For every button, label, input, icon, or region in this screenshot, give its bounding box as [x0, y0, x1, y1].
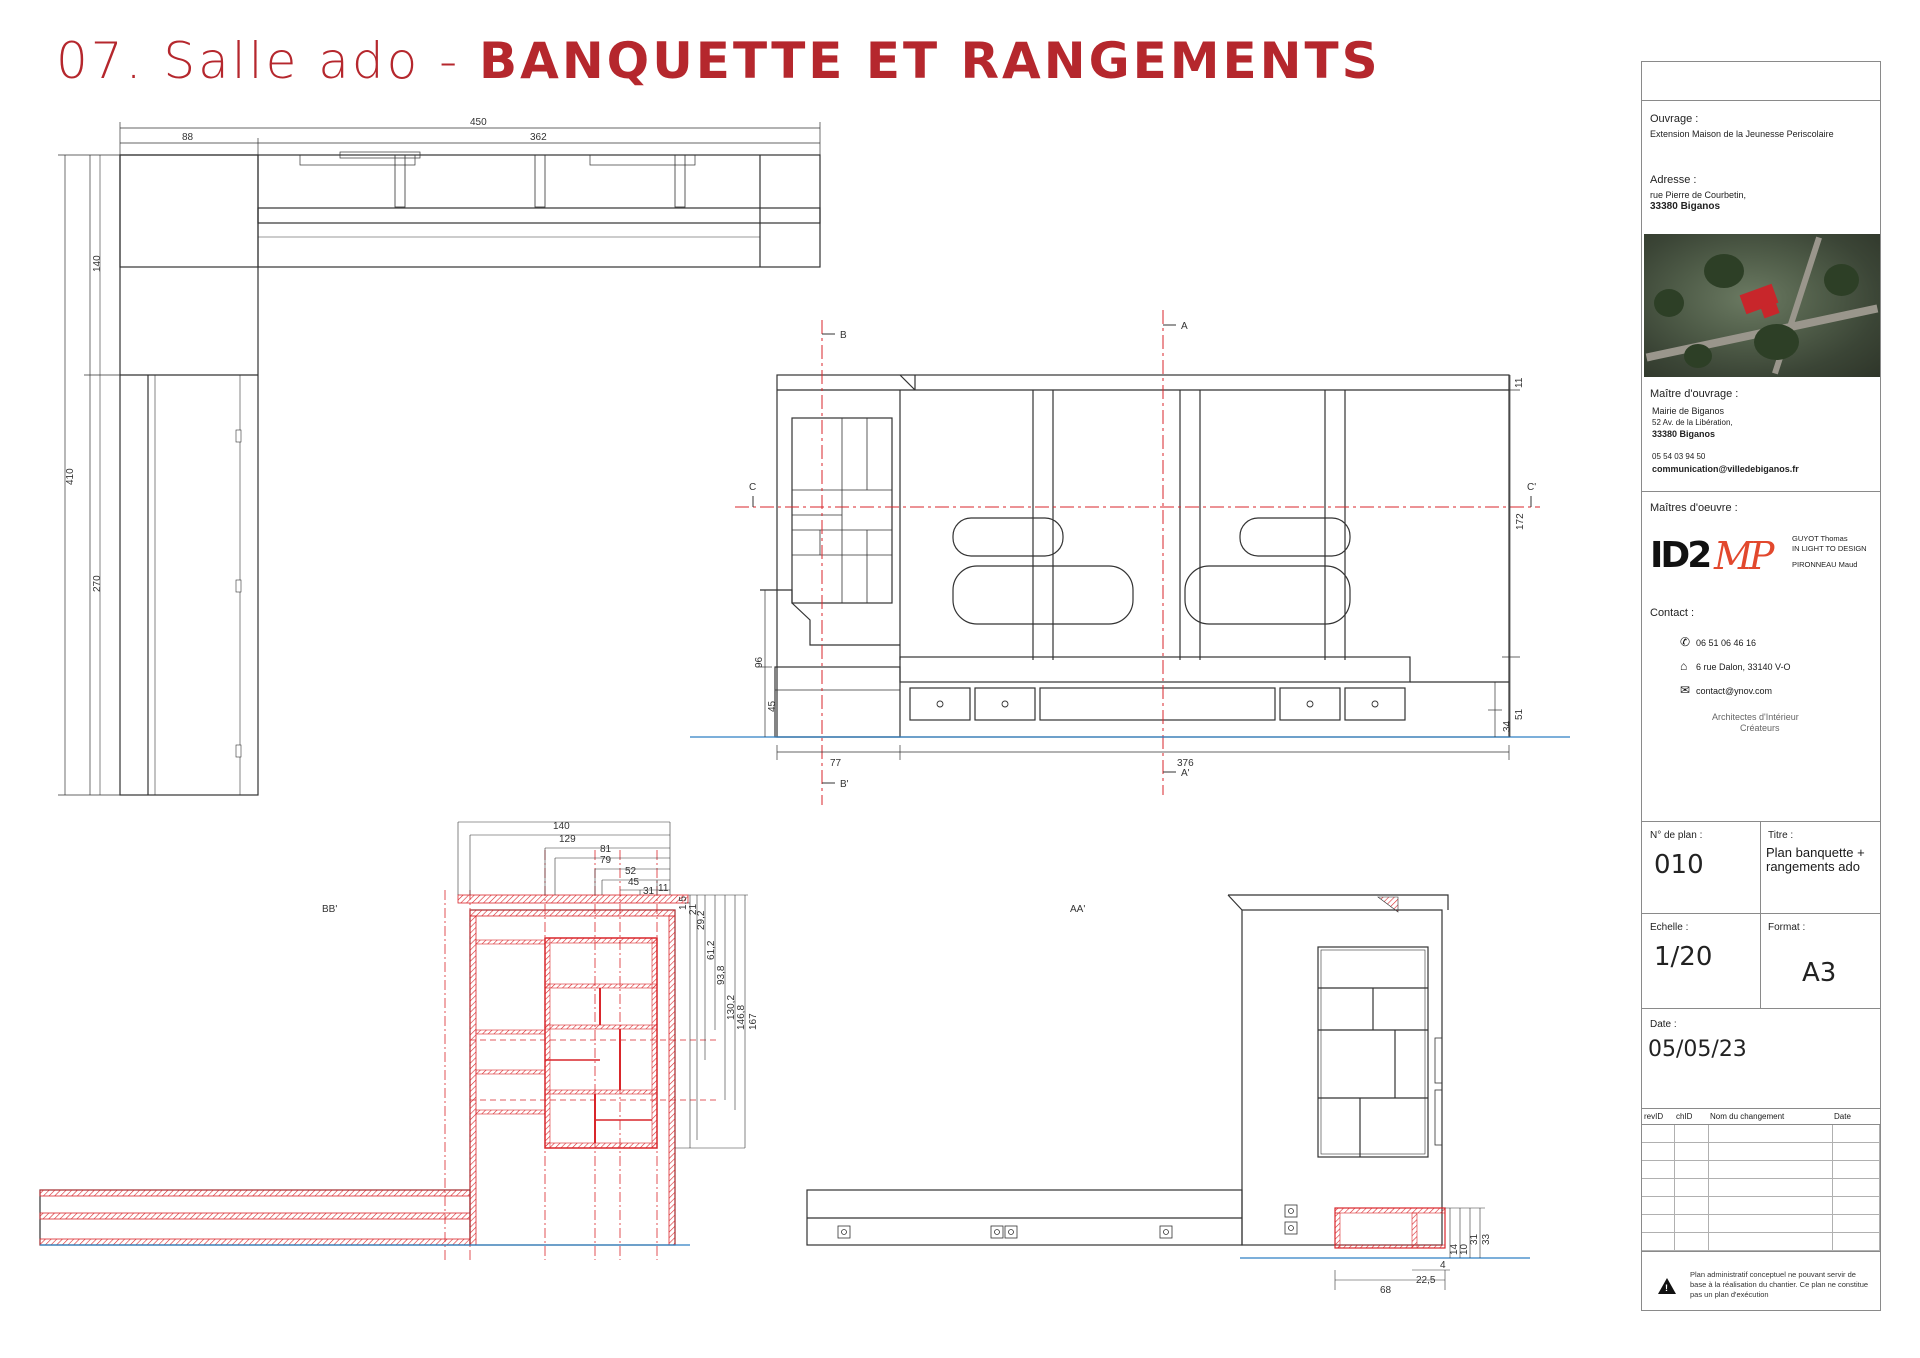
moa-label: Maître d'ouvrage : — [1650, 388, 1739, 400]
dim-31: 31 — [643, 886, 655, 897]
dim-140: 140 — [92, 255, 103, 272]
dim-11: 11 — [1514, 377, 1525, 388]
plan-dimension-labels — [65, 117, 547, 592]
section-bb-labels — [322, 821, 759, 1030]
date-section — [1642, 1009, 1880, 1109]
warning-notice: ! Plan administratif conceptuel ne pouvant servir de base à la réalisation du chantier. Ce plan ne constitue pas un plan d'exécution — [1642, 1252, 1880, 1312]
section-bb-view — [40, 895, 688, 1245]
home-icon: ⌂ — [1680, 659, 1688, 673]
dim-51: 51 — [1514, 708, 1525, 720]
moa-name: Mairie de Biganos — [1652, 406, 1725, 416]
revision-table-grid — [1642, 1109, 1880, 1251]
echelle-label: Echelle : — [1650, 922, 1689, 933]
format-label: Format : — [1768, 922, 1806, 933]
dim-376: 376 — [1177, 758, 1194, 769]
table-row — [1642, 1161, 1880, 1179]
moa-email: communication@villedebiganos.fr — [1652, 464, 1799, 474]
plan-no-label: N° de plan : — [1650, 830, 1703, 841]
dim-45: 45 — [628, 877, 640, 888]
adresse-line-2: 33380 Biganos — [1650, 201, 1721, 212]
dim-172: 172 — [1515, 513, 1526, 530]
tagline-1: Architectes d'Intérieur — [1712, 712, 1799, 722]
dim-140: 140 — [553, 821, 570, 832]
maitres-oeuvre — [1642, 492, 1880, 822]
plan-storage-unit — [120, 155, 258, 795]
maitre-ouvrage — [1642, 378, 1880, 492]
dim-10: 10 — [1459, 1243, 1470, 1255]
dim-81: 81 — [600, 844, 612, 855]
marker-a: A — [1181, 321, 1188, 332]
contact-email-row — [1680, 683, 1772, 697]
titre-label: Titre : — [1768, 830, 1794, 841]
section-aa-labels — [1070, 904, 1492, 1296]
echelle-value: 1/20 — [1654, 942, 1713, 972]
revision-table — [1642, 1109, 1880, 1252]
marker-c: C — [749, 482, 757, 493]
dim-79: 79 — [600, 855, 612, 866]
date-value: 05/05/23 — [1648, 1037, 1747, 1062]
marker-b-prime: B' — [840, 779, 849, 790]
scale-format — [1642, 914, 1880, 1009]
dim-1-5: 1,5 — [678, 896, 689, 910]
page-title-prefix: 07. Salle ado - — [56, 32, 480, 90]
moa-street: 52 Av. de la Libération, — [1652, 418, 1733, 427]
section-bb-label: BB' — [322, 904, 338, 915]
rev-header-revid: revID — [1642, 1109, 1674, 1125]
elevation-bench-seat — [900, 657, 1410, 682]
id2-logo-text: ID2 — [1650, 535, 1710, 576]
moe-name-2: PIRONNEAU Maud — [1792, 560, 1858, 569]
page-title-main: BANQUETTE ET RANGEMENTS — [479, 32, 1381, 90]
moe-name-1: GUYOT Thomas — [1792, 534, 1848, 543]
section-markers — [753, 325, 1531, 783]
contact-email: contact@ynov.com — [1696, 686, 1772, 696]
dim-21: 21 — [688, 903, 699, 915]
dim-450: 450 — [470, 117, 487, 128]
moa-phone: 05 54 03 94 50 — [1652, 452, 1706, 461]
section-aa-shelving — [1318, 947, 1428, 1157]
dim-45: 45 — [767, 700, 778, 712]
marker-a-prime: A' — [1181, 768, 1190, 779]
mp-logo-text: MP — [1714, 534, 1771, 578]
dim-4: 4 — [1440, 1260, 1446, 1271]
elevation-drawer — [1280, 688, 1340, 720]
rev-header-date: Date — [1832, 1109, 1880, 1125]
moa-city: 33380 Biganos — [1652, 429, 1716, 439]
titre-value: Plan banquette + rangements ado — [1766, 845, 1865, 874]
table-row — [1642, 1215, 1880, 1233]
dim-362: 362 — [530, 132, 547, 143]
dim-96: 96 — [754, 656, 765, 668]
dim-93-8: 93,8 — [716, 965, 727, 985]
ouvrage-value: Extension Maison de la Jeunesse Periscolaire — [1650, 129, 1834, 139]
elevation-drawer — [1345, 688, 1405, 720]
dim-130-2: 130,2 — [726, 994, 737, 1020]
format-value: A3 — [1802, 958, 1837, 988]
dim-31: 31 — [1469, 1233, 1480, 1245]
date-label: Date : — [1650, 1019, 1677, 1030]
marker-b: B — [840, 330, 847, 341]
plan-no-value: 010 — [1654, 850, 1704, 880]
contact-phone-row — [1680, 635, 1756, 649]
elevation-dimension-lines — [758, 375, 1520, 760]
tagline-2: Créateurs — [1740, 723, 1780, 733]
table-row — [1642, 1125, 1880, 1143]
ouvrage-label: Ouvrage : — [1650, 113, 1699, 125]
section-aa-drawer-knob — [1285, 1205, 1297, 1217]
warning-text: Plan administratif conceptuel ne pouvant servir de base à la réalisation du chantier. Ce plan ne constitue pas un plan d'exécution — [1690, 1270, 1869, 1299]
plan-view — [58, 122, 820, 795]
satellite-photo — [1644, 234, 1880, 377]
section-aa-view — [807, 895, 1448, 1248]
rev-header-chid: chID — [1674, 1109, 1708, 1125]
elevation-drawer — [910, 688, 970, 720]
plan-bench-top — [120, 155, 820, 267]
elevation-axes — [735, 310, 1540, 805]
dim-11: 11 — [658, 883, 669, 894]
section-aa-drawer-knob — [991, 1226, 1003, 1238]
marker-c-prime: C' — [1527, 482, 1537, 493]
section-aa-drawer-knob — [1160, 1226, 1172, 1238]
section-bb-shelving — [545, 938, 657, 1148]
moe-company: IN LIGHT TO DESIGN — [1792, 544, 1867, 553]
dim-22-5: 22,5 — [1416, 1275, 1436, 1286]
mp-logo — [1714, 532, 1784, 584]
title-block-header — [1642, 62, 1880, 101]
title-block — [1641, 61, 1881, 1311]
elevation-cushion — [953, 566, 1133, 624]
dim-29-2: 29,2 — [696, 910, 707, 930]
contact-label: Contact : — [1650, 607, 1695, 619]
dim-129: 129 — [559, 834, 576, 845]
dim-52: 52 — [625, 866, 637, 877]
contact-address: 6 rue Dalon, 33140 V-O — [1696, 662, 1791, 672]
dim-34: 34 — [1502, 720, 1513, 732]
elevation-drawer — [975, 688, 1035, 720]
table-row — [1642, 1197, 1880, 1215]
elevation-drawer — [1040, 688, 1275, 720]
table-row — [1642, 1179, 1880, 1197]
dim-167: 167 — [748, 1013, 759, 1030]
section-aa-drawer-knob — [1285, 1222, 1297, 1234]
id2-logo — [1650, 532, 1712, 584]
moe-label: Maîtres d'oeuvre : — [1650, 502, 1738, 514]
elevation-view — [760, 375, 1509, 737]
dim-88: 88 — [182, 132, 194, 143]
dim-146-8: 146,8 — [736, 1004, 747, 1030]
dim-410: 410 — [65, 468, 76, 485]
section-aa-label: AA' — [1070, 904, 1086, 915]
dim-14: 14 — [1449, 1243, 1460, 1255]
adresse-label: Adresse : — [1650, 174, 1697, 186]
contact-address-row — [1680, 659, 1791, 673]
table-row — [1642, 1233, 1880, 1251]
table-row — [1642, 1143, 1880, 1161]
dim-68: 68 — [1380, 1285, 1392, 1296]
adresse-line-1: rue Pierre de Courbetin, — [1650, 190, 1747, 200]
phone-icon: ✆ — [1680, 635, 1691, 649]
mail-icon: ✉ — [1680, 683, 1691, 697]
rev-header-name: Nom du changement — [1708, 1109, 1832, 1125]
elevation-cushion — [953, 518, 1063, 556]
section-aa-drawer-knob — [1005, 1226, 1017, 1238]
dim-33: 33 — [1481, 1233, 1492, 1245]
dim-270: 270 — [92, 575, 103, 592]
section-aa-drawer-knob — [838, 1226, 850, 1238]
dim-61-2: 61,2 — [706, 940, 717, 960]
dim-77: 77 — [830, 758, 842, 769]
contact-phone: 06 51 06 46 16 — [1696, 638, 1757, 648]
plan-number-title — [1642, 822, 1880, 914]
elevation-cushion — [1240, 518, 1350, 556]
